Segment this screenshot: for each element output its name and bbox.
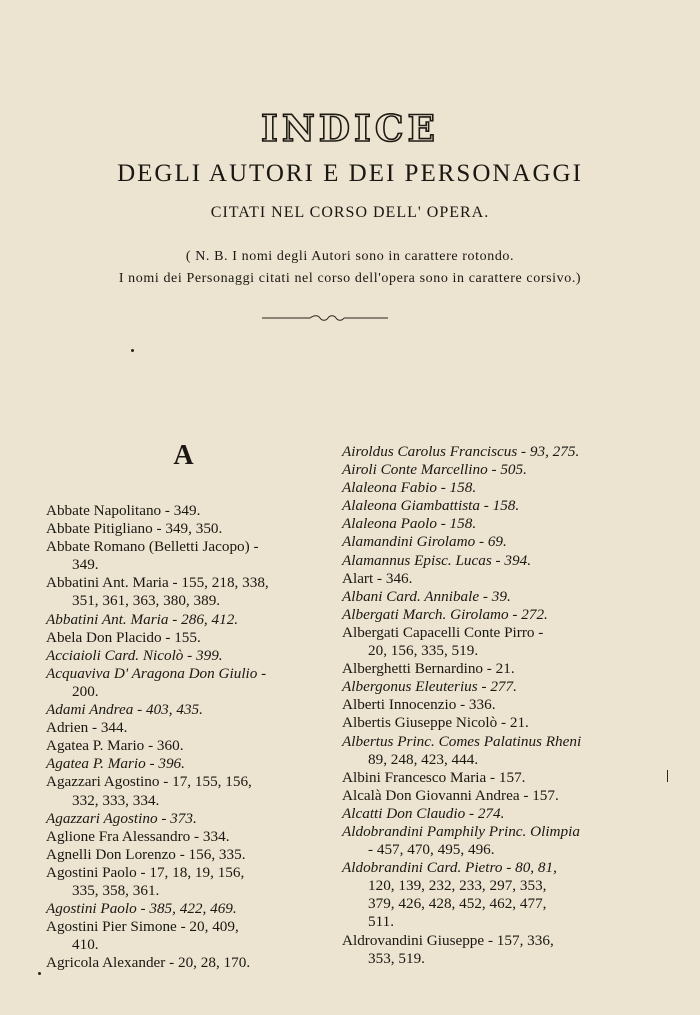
index-entry: Albani Card. Annibale - 39. [342,587,511,605]
index-subtitle: DEGLI AUTORI E DEI PERSONAGGI [117,160,583,187]
index-entry: Adami Andrea - 403, 435. [46,701,203,719]
index-entry-continuation: 120, 139, 232, 233, 297, 353, [368,877,547,895]
index-entry: Alart - 346. [342,569,413,587]
index-entry: Alcalà Don Giovanni Andrea - 157. [342,786,559,804]
index-entry: Alberti Innocenzio - 336. [342,696,496,714]
index-title [0,108,700,150]
index-entry-continuation: 332, 333, 334. [72,791,160,809]
index-entry-continuation: 353, 519. [368,949,425,967]
index-entry: Aldrovandini Giuseppe - 157, 336, [342,931,554,949]
index-entry: Aldobrandini Pamphily Princ. Olimpia [342,822,580,840]
index-entry: Agostini Paolo - 17, 18, 19, 156, [46,863,245,881]
note-line-1: ( N. B. I nomi degli Autori sono in carattere rotondo. [185,249,515,264]
index-entry: Alcatti Don Claudio - 274. [342,804,505,822]
index-entry: Aldobrandini Card. Pietro - 80, 81, [342,859,557,877]
index-entry: Agnelli Don Lorenzo - 156, 335. [46,845,246,863]
index-entry: Abbate Napolitano - 349. [46,502,201,519]
index-entry: Adrien - 344. [46,719,128,737]
index-entry-continuation: 200. [72,682,99,700]
index-entry: Agazzari Agostino - 373. [46,809,197,827]
index-entry-continuation: 379, 426, 428, 452, 462, 477, [368,895,547,913]
index-entry: Airoli Conte Marcellino - 505. [342,461,527,479]
index-note [0,246,700,290]
index-entry: Alberghetti Bernardino - 21. [342,660,515,678]
note-line-2: I nomi dei Personaggi citati nel corso dell'opera sono in carattere corsivo.) [118,271,582,286]
index-subtitle-secondary: CITATI NEL CORSO DELL' OPERA. [210,204,490,221]
index-entry: Agatea P. Mario - 360. [46,737,184,755]
ink-speck [131,349,134,352]
ornament-divider [262,315,388,321]
section-letter: A [173,440,195,471]
index-entry: Albertus Princ. Comes Palatinus Rheni [342,732,582,750]
index-entry: Albergonus Eleuterius - 277. [342,678,517,696]
index-entry: Agostini Paolo - 385, 422, 469. [46,900,237,918]
index-entry: Alaleona Giambattista - 158. [342,497,520,515]
index-entry: Abbatini Ant. Maria - 286, 412. [46,610,239,628]
index-entry-continuation: 349. [72,556,99,574]
index-entry-continuation: 89, 248, 423, 444. [368,750,479,768]
index-entry: Aglione Fra Alessandro - 334. [46,827,230,845]
index-entry: Alaleona Fabio - 158. [342,479,477,497]
index-entry: Albergati March. Girolamo - 272. [342,605,548,623]
index-entry-continuation: 20, 156, 335, 519. [368,642,479,660]
ink-mark [667,770,668,782]
ink-speck [38,972,41,975]
index-entry-continuation: - 457, 470, 495, 496. [368,841,495,859]
index-entry: Abbate Pitigliano - 349, 350. [46,520,223,538]
index-entry: Albini Francesco Maria - 157. [342,768,526,786]
index-entry: Abbatini Ant. Maria - 155, 218, 338, [46,574,269,592]
index-entry: Alaleona Paolo - 158. [342,515,477,533]
index-column-left [46,502,322,972]
index-entry: Albertis Giuseppe Nicolò - 21. [342,714,529,732]
index-entry: Agostini Pier Simone - 20, 409, [46,918,239,936]
index-entry-continuation: 511. [368,913,395,931]
index-entry: Agricola Alexander - 20, 28, 170. [46,954,251,972]
index-entry: Abela Don Placido - 155. [46,628,201,646]
index-entry: Acquaviva D' Aragona Don Giulio - [46,664,267,682]
index-entry: Alamandini Girolamo - 69. [342,533,507,551]
index-entry-continuation: 410. [72,936,99,954]
index-entry-continuation: 335, 358, 361. [72,881,160,899]
index-entry: Agazzari Agostino - 17, 155, 156, [46,773,252,791]
index-entry: Alamannus Episc. Lucas - 394. [342,551,531,569]
index-entry: Albergati Capacelli Conte Pirro - [342,623,544,641]
index-entry: Airoldus Carolus Franciscus - 93, 275. [342,443,580,460]
index-entry: Abbate Romano (Belletti Jacopo) - [46,538,259,556]
index-title-text: INDICE [261,108,439,150]
index-entry-continuation: 351, 361, 363, 380, 389. [72,592,221,610]
index-entry: Agatea P. Mario - 396. [46,755,185,773]
index-column-right [342,443,642,968]
index-entry: Acciaioli Card. Nicolò - 399. [46,646,223,664]
